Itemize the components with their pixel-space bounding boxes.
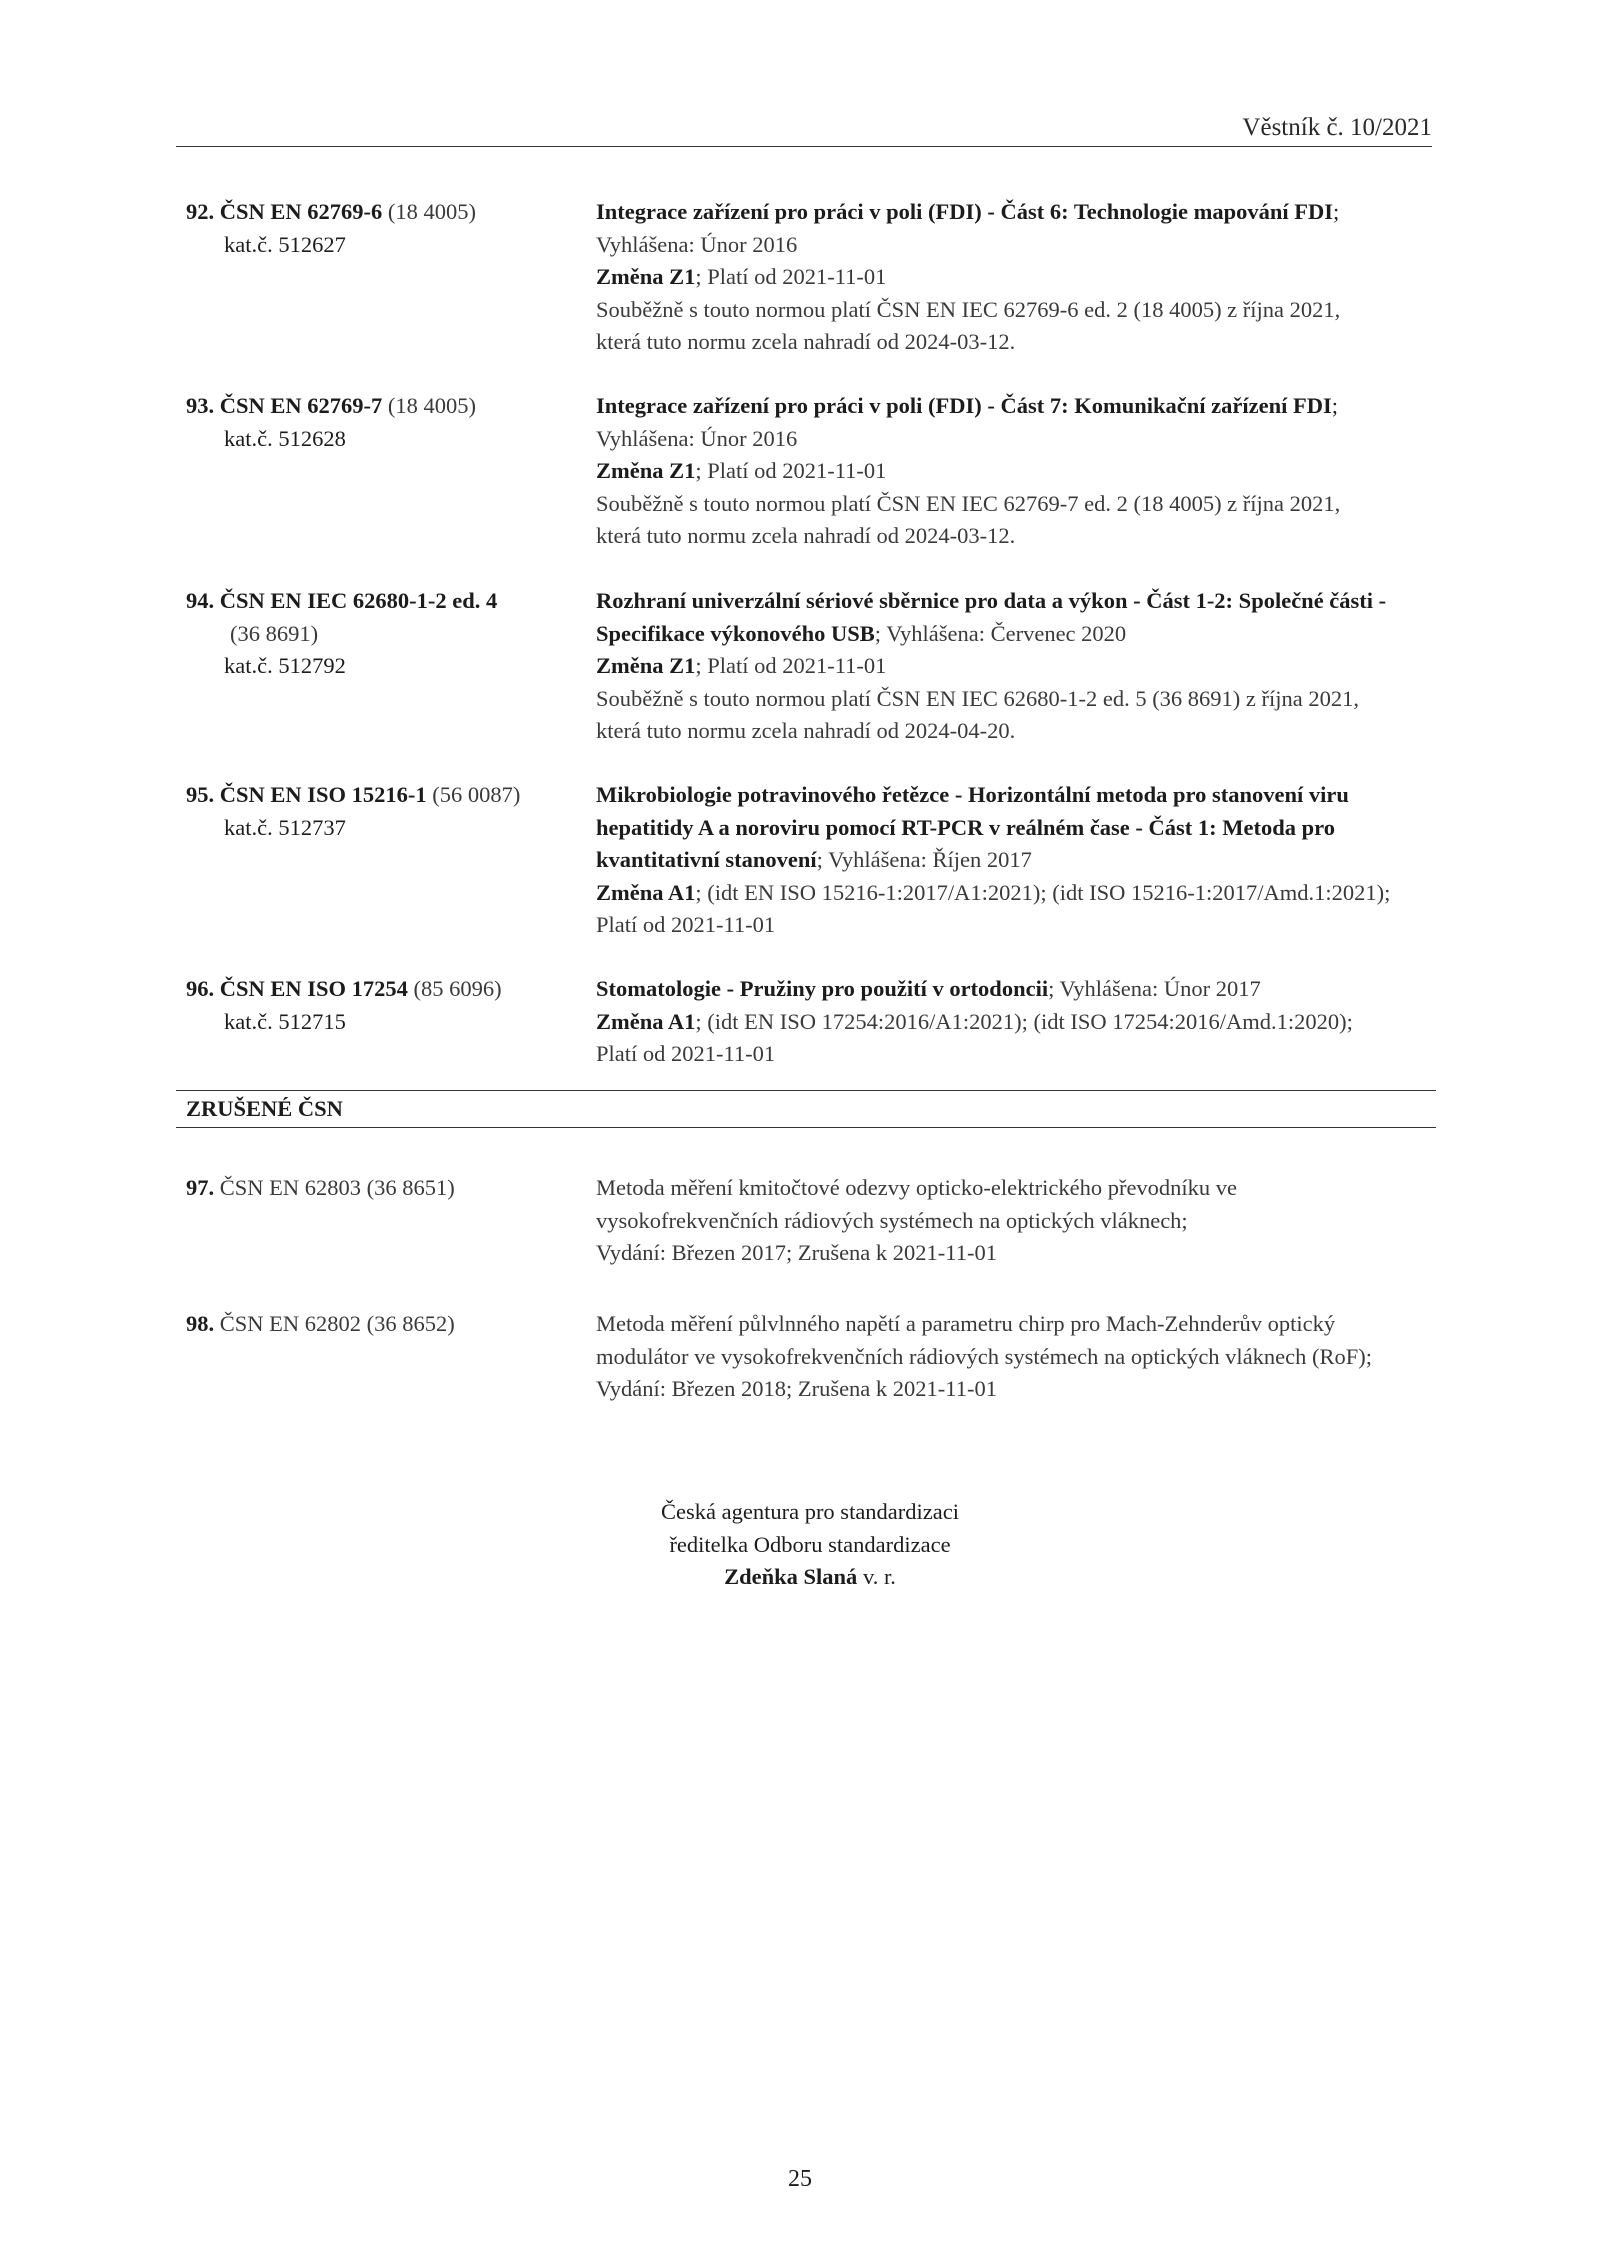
- cancellation-info: Vydání: Březen 2017; Zrušena k 2021-11-01: [596, 1240, 997, 1265]
- cancellation-info: Vydání: Březen 2018; Zrušena k 2021-11-01: [596, 1376, 997, 1401]
- entry-number: 97.: [186, 1175, 215, 1200]
- standard-title: Rozhraní univerzální sériové sběrnice pro data a výkon - Část 1-2: Společné části -: [596, 588, 1387, 613]
- change-label: Změna Z1: [596, 653, 696, 678]
- class-number: (85 6096): [407, 976, 502, 1001]
- standard-title-cont: kvantitativní stanovení: [596, 847, 817, 872]
- section-header: [176, 1090, 1436, 1128]
- class-number: (56 0087): [426, 782, 521, 807]
- change-label: Změna Z1: [596, 264, 696, 289]
- change-details: ; (idt EN ISO 17254:2016/A1:2021); (idt ISO 17254:2016/Amd.1:2020);: [695, 1008, 1353, 1034]
- section-title: ZRUŠENÉ ČSN: [186, 1096, 343, 1121]
- agency-name: Česká agentura pro standardizaci: [661, 1499, 959, 1524]
- entry-identifier: [176, 390, 596, 553]
- signature-suffix: v. r.: [857, 1564, 896, 1589]
- change-details: ; Platí od 2021-11-01: [695, 458, 887, 483]
- class-number: (36 8691): [230, 620, 319, 646]
- standard-title-cont: Specifikace výkonového USB: [596, 620, 875, 646]
- note-line: Souběžně s touto normou platí ČSN EN IEC 62769-6 ed. 2 (18 4005) z října 2021,: [596, 296, 1341, 322]
- publication-date: Vyhlášena: Únor 2016: [596, 425, 798, 451]
- standard-code: ČSN EN 62769-7: [219, 393, 383, 418]
- change-details: ; Platí od 2021-11-01: [695, 264, 887, 289]
- entry-number: 96.: [186, 976, 215, 1001]
- list-item: [176, 779, 1436, 942]
- entry-number: 94.: [186, 588, 215, 613]
- signatory-role: ředitelka Odboru standardizace: [669, 1531, 951, 1557]
- list-item: [176, 390, 1436, 553]
- standard-title: Integrace zařízení pro práci v poli (FDI) - Část 7: Komunikační zařízení FDI: [596, 393, 1332, 418]
- change-details: ; Platí od 2021-11-01: [695, 653, 887, 678]
- entry-identifier: [176, 779, 596, 942]
- standard-code: ČSN EN 62802 (36 8652): [214, 1311, 455, 1336]
- page-number: 25: [788, 2166, 812, 2192]
- list-item: [176, 585, 1436, 748]
- change-label: Změna A1: [596, 879, 696, 905]
- journal-title: Věstník č. 10/2021: [1242, 114, 1432, 141]
- list-item: [176, 1172, 1436, 1270]
- class-number: (18 4005): [382, 393, 477, 418]
- catalog-number: kat.č. 512628: [224, 425, 346, 451]
- entry-details: [596, 1308, 1436, 1406]
- publication-date: ; Vyhlášena: Únor 2017: [1048, 976, 1261, 1001]
- standard-title-cont: modulátor ve vysokofrekvenčních rádiových systémech na optických vláknech (RoF);: [596, 1343, 1373, 1369]
- cancelled-list: [176, 1172, 1436, 1270]
- entry-number: 93.: [186, 393, 215, 418]
- entry-identifier: [176, 973, 596, 1071]
- entry-number: 92.: [186, 199, 215, 224]
- note-line: která tuto normu zcela nahradí od 2024-03-12.: [596, 523, 1016, 548]
- publication-date: ; Vyhlášena: Červenec 2020: [874, 620, 1127, 646]
- catalog-number: kat.č. 512792: [224, 653, 346, 678]
- note-line: Platí od 2021-11-01: [596, 1041, 776, 1066]
- catalog-number: kat.č. 512737: [224, 814, 346, 840]
- entry-identifier: [176, 585, 596, 748]
- entry-number: 98.: [186, 1311, 215, 1336]
- publication-date: ; Vyhlášena: Říjen 2017: [816, 847, 1032, 872]
- standard-title: Integrace zařízení pro práci v poli (FDI) - Část 6: Technologie mapování FDI: [596, 199, 1334, 224]
- standard-title-cont: hepatitidy A a noroviru pomocí RT-PCR v reálném čase - Část 1: Metoda pro: [596, 814, 1335, 840]
- standard-title: Metoda měření půlvlnného napětí a parametru chirp pro Mach-Zehnderův optický: [596, 1311, 1336, 1336]
- standard-title-cont: vysokofrekvenčních rádiových systémech na optických vláknech;: [596, 1207, 1188, 1233]
- publication-date: Vyhlášena: Únor 2016: [596, 231, 798, 257]
- signatory-name: Zdeňka Slaná: [724, 1564, 858, 1589]
- entry-identifier: [176, 1308, 596, 1406]
- standard-title: Metoda měření kmitočtové odezvy opticko-elektrického převodníku ve: [596, 1175, 1238, 1200]
- class-number: (18 4005): [382, 199, 477, 224]
- standard-code: ČSN EN ISO 17254: [219, 976, 408, 1001]
- title-tail: ;: [1333, 199, 1340, 224]
- entry-details: [596, 196, 1436, 359]
- catalog-number: kat.č. 512627: [224, 231, 346, 257]
- entry-details: [596, 390, 1436, 553]
- list-item: [176, 196, 1436, 359]
- list-item: [176, 973, 1436, 1071]
- entry-details: [596, 1172, 1436, 1270]
- change-label: Změna Z1: [596, 458, 696, 483]
- entry-details: [596, 973, 1436, 1071]
- change-label: Změna A1: [596, 1008, 696, 1034]
- note-line: která tuto normu zcela nahradí od 2024-04-20.: [596, 718, 1016, 743]
- page-header: [176, 108, 1432, 147]
- entry-identifier: [176, 196, 596, 359]
- change-details: ; (idt EN ISO 15216-1:2017/A1:2021); (idt ISO 15216-1:2017/Amd.1:2021);: [695, 879, 1391, 905]
- standard-code: ČSN EN ISO 15216-1: [219, 782, 427, 807]
- entry-details: [596, 779, 1436, 942]
- standard-code: ČSN EN 62769-6: [219, 199, 383, 224]
- entry-details: [596, 585, 1436, 748]
- note-line: Platí od 2021-11-01: [596, 912, 776, 937]
- standard-code: ČSN EN IEC 62680-1-2 ed. 4: [219, 588, 498, 613]
- list-item: [176, 1308, 1436, 1406]
- note-line: Souběžně s touto normou platí ČSN EN IEC 62769-7 ed. 2 (18 4005) z října 2021,: [596, 490, 1341, 516]
- standard-title: Stomatologie - Pružiny pro použití v ortodoncii: [596, 976, 1049, 1001]
- cancelled-list: [176, 1308, 1436, 1406]
- catalog-number: kat.č. 512715: [224, 1008, 346, 1034]
- standard-title: Mikrobiologie potravinového řetězce - Horizontální metoda pro stanovení viru: [596, 782, 1349, 807]
- signature-block: [540, 1496, 1080, 1594]
- entry-number: 95.: [186, 782, 215, 807]
- entry-identifier: [176, 1172, 596, 1270]
- standard-code: ČSN EN 62803 (36 8651): [214, 1175, 455, 1200]
- title-tail: ;: [1331, 393, 1338, 418]
- note-line: Souběžně s touto normou platí ČSN EN IEC 62680-1-2 ed. 5 (36 8691) z října 2021,: [596, 685, 1360, 711]
- note-line: která tuto normu zcela nahradí od 2024-03-12.: [596, 329, 1016, 354]
